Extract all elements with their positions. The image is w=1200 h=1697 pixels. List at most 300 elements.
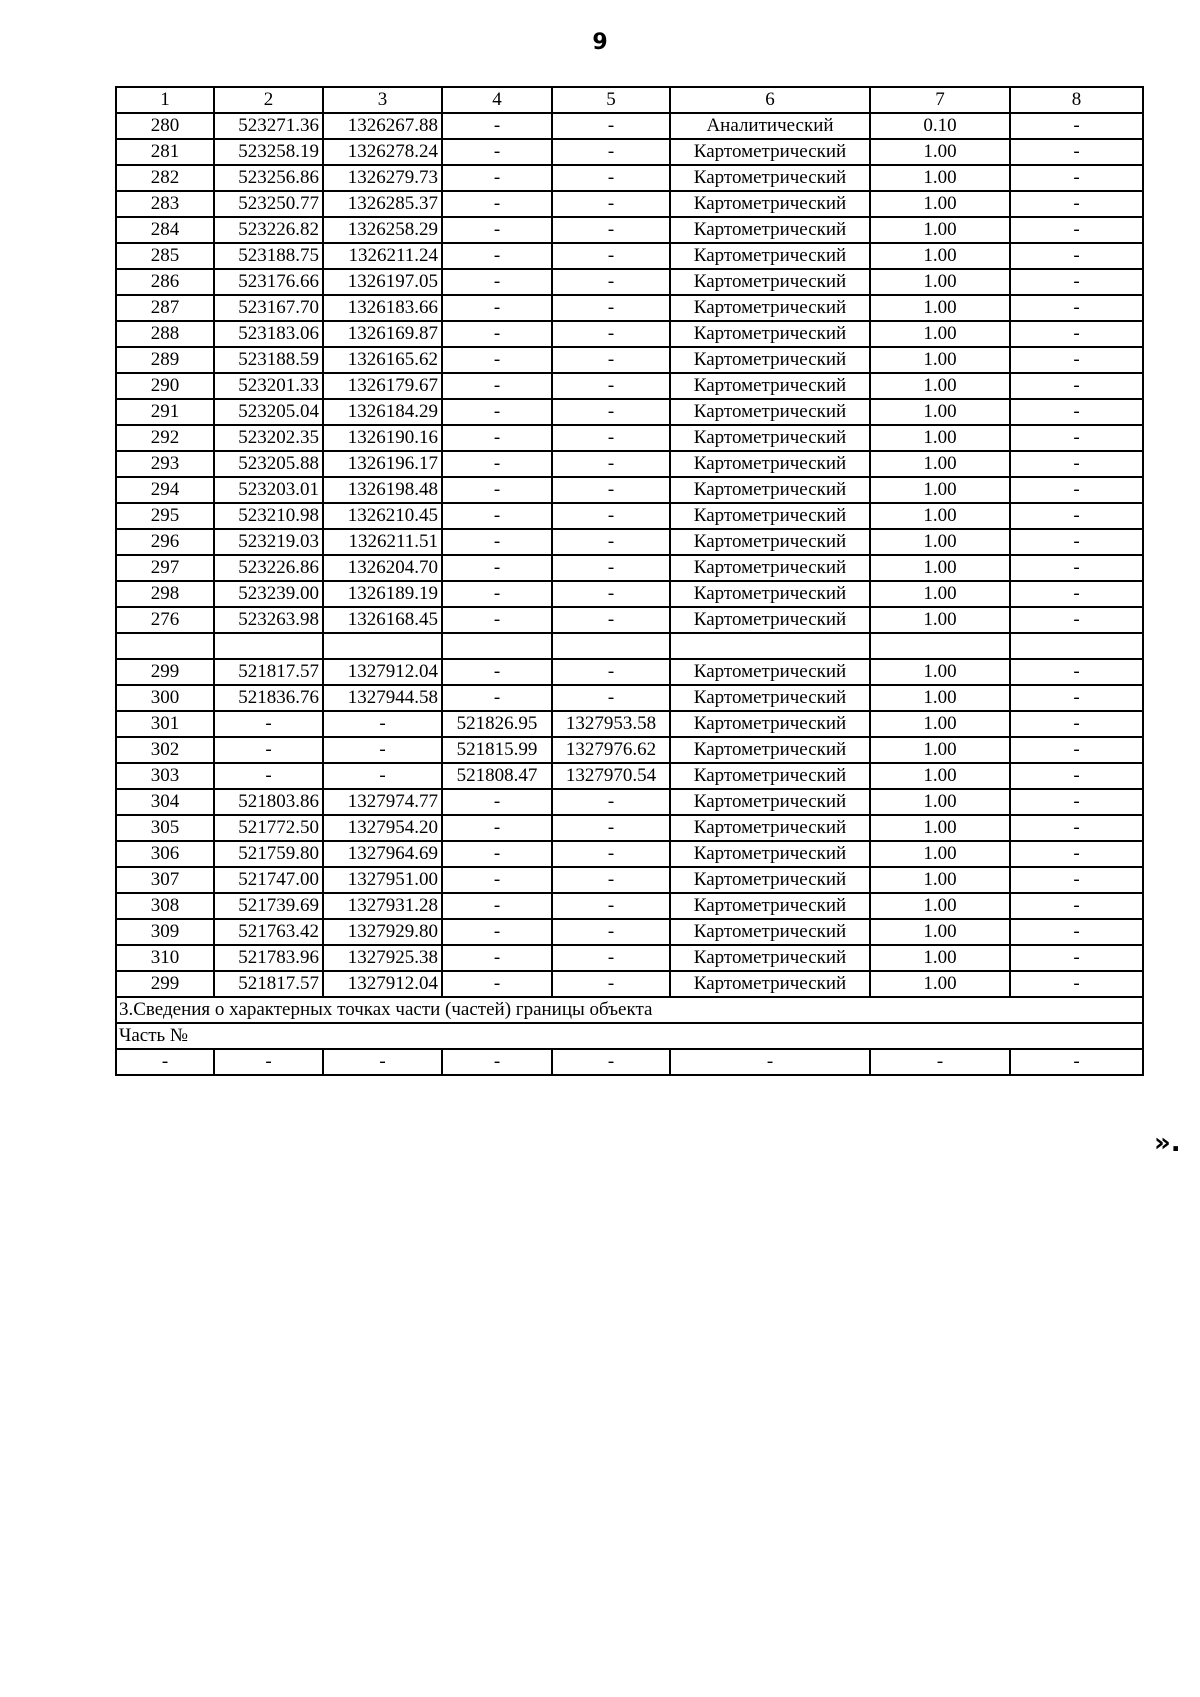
column-header: 2 <box>214 87 323 113</box>
table-cell: 521783.96 <box>214 945 323 971</box>
table-cell: Картометрический <box>670 373 870 399</box>
table-cell: Картометрический <box>670 945 870 971</box>
table-cell: - <box>552 451 670 477</box>
table-cell: - <box>552 685 670 711</box>
table-cell: 1326179.67 <box>323 373 442 399</box>
table-cell: 1326258.29 <box>323 217 442 243</box>
table-cell: 1.00 <box>870 607 1010 633</box>
table-cell: 1.00 <box>870 711 1010 737</box>
table-cell: Картометрический <box>670 191 870 217</box>
table-cell: 289 <box>116 347 214 373</box>
table-cell: 523226.82 <box>214 217 323 243</box>
table-row <box>116 685 1143 711</box>
table-cell: - <box>442 503 552 529</box>
table-row <box>116 347 1143 373</box>
table-cell: 310 <box>116 945 214 971</box>
table-cell: 0.10 <box>870 113 1010 139</box>
table-cell: 523203.01 <box>214 477 323 503</box>
table-cell <box>552 633 670 659</box>
table-cell: - <box>1010 165 1143 191</box>
table-cell: 523271.36 <box>214 113 323 139</box>
table-cell: Картометрический <box>670 269 870 295</box>
table-cell: - <box>552 425 670 451</box>
table-cell: 1326190.16 <box>323 425 442 451</box>
table-cell: - <box>442 477 552 503</box>
table-row <box>116 893 1143 919</box>
table-row <box>116 841 1143 867</box>
table-cell: Картометрический <box>670 789 870 815</box>
table-cell: 1.00 <box>870 503 1010 529</box>
table-cell: - <box>552 971 670 997</box>
table-row <box>116 763 1143 789</box>
table-cell <box>442 633 552 659</box>
table-cell: - <box>442 815 552 841</box>
table-cell: 291 <box>116 399 214 425</box>
table-cell: 521817.57 <box>214 659 323 685</box>
table-cell: 1.00 <box>870 763 1010 789</box>
table-cell: - <box>552 607 670 633</box>
table-cell: Картометрический <box>670 503 870 529</box>
table-cell: 1327953.58 <box>552 711 670 737</box>
table-cell: - <box>1010 243 1143 269</box>
table-cell: Картометрический <box>670 971 870 997</box>
table-cell: 1.00 <box>870 399 1010 425</box>
table-cell: 305 <box>116 815 214 841</box>
table-cell: - <box>442 685 552 711</box>
table-cell: 521836.76 <box>214 685 323 711</box>
table-cell: Картометрический <box>670 919 870 945</box>
table-cell: 521772.50 <box>214 815 323 841</box>
table-cell: 276 <box>116 607 214 633</box>
table-cell: 1327931.28 <box>323 893 442 919</box>
table-cell: - <box>442 607 552 633</box>
table-cell <box>670 633 870 659</box>
table-cell: Картометрический <box>670 607 870 633</box>
table-cell: 1326279.73 <box>323 165 442 191</box>
table-cell: - <box>1010 763 1143 789</box>
column-header: 4 <box>442 87 552 113</box>
table-cell: 1326210.45 <box>323 503 442 529</box>
table-cell: - <box>214 763 323 789</box>
table-cell: 523183.06 <box>214 321 323 347</box>
table-cell: - <box>1010 789 1143 815</box>
table-cell: - <box>870 1049 1010 1075</box>
table-cell: Картометрический <box>670 295 870 321</box>
table-cell: 301 <box>116 711 214 737</box>
table-cell: 523239.00 <box>214 581 323 607</box>
table-cell: - <box>442 425 552 451</box>
table-row <box>116 295 1143 321</box>
table-cell: 1326197.05 <box>323 269 442 295</box>
table-cell: 523167.70 <box>214 295 323 321</box>
table-cell: 1.00 <box>870 451 1010 477</box>
table-cell: 1.00 <box>870 139 1010 165</box>
table-cell: 1.00 <box>870 789 1010 815</box>
table-cell: - <box>442 217 552 243</box>
table-cell: 1.00 <box>870 529 1010 555</box>
table-cell: - <box>442 555 552 581</box>
table-cell: 521763.42 <box>214 919 323 945</box>
table-cell: 521817.57 <box>214 971 323 997</box>
table-cell: 523188.75 <box>214 243 323 269</box>
table-cell: 1.00 <box>870 165 1010 191</box>
table-cell: - <box>552 555 670 581</box>
table-cell: Картометрический <box>670 425 870 451</box>
table-cell: 1326285.37 <box>323 191 442 217</box>
table-cell: - <box>442 113 552 139</box>
table-cell: - <box>1010 477 1143 503</box>
table-cell: 523176.66 <box>214 269 323 295</box>
table-cell: Картометрический <box>670 243 870 269</box>
table-cell: 1326211.24 <box>323 243 442 269</box>
table-cell: 294 <box>116 477 214 503</box>
table-cell: 298 <box>116 581 214 607</box>
table-cell: 523205.04 <box>214 399 323 425</box>
table-cell: 523202.35 <box>214 425 323 451</box>
table-cell: Картометрический <box>670 737 870 763</box>
table-cell: 288 <box>116 321 214 347</box>
table-row <box>116 919 1143 945</box>
table-row <box>116 139 1143 165</box>
table-cell: 284 <box>116 217 214 243</box>
table-row <box>116 529 1143 555</box>
table-cell: - <box>552 789 670 815</box>
table-cell: - <box>442 1049 552 1075</box>
table-cell: Картометрический <box>670 165 870 191</box>
column-header: 3 <box>323 87 442 113</box>
table-cell: 521815.99 <box>442 737 552 763</box>
table-cell: Картометрический <box>670 321 870 347</box>
table-cell: - <box>116 1049 214 1075</box>
table-cell: 523205.88 <box>214 451 323 477</box>
table-cell: - <box>1010 139 1143 165</box>
table-cell: 1327944.58 <box>323 685 442 711</box>
table-cell: - <box>1010 347 1143 373</box>
table-cell: - <box>552 815 670 841</box>
table-row <box>116 321 1143 347</box>
table-cell: - <box>552 347 670 373</box>
table-cell: 1327912.04 <box>323 971 442 997</box>
part-label-row <box>116 1023 1143 1049</box>
table-row <box>116 607 1143 633</box>
table-body <box>116 113 1143 997</box>
table-cell: Картометрический <box>670 399 870 425</box>
table-cell: 1.00 <box>870 971 1010 997</box>
table-cell: - <box>323 1049 442 1075</box>
table-cell: - <box>552 399 670 425</box>
table-cell: 292 <box>116 425 214 451</box>
table-cell: - <box>552 581 670 607</box>
table-cell: 1.00 <box>870 347 1010 373</box>
table-cell: - <box>442 841 552 867</box>
table-cell: 287 <box>116 295 214 321</box>
table-cell: 299 <box>116 971 214 997</box>
table-cell: - <box>1010 295 1143 321</box>
column-header: 6 <box>670 87 870 113</box>
table-cell: 523226.86 <box>214 555 323 581</box>
table-cell: Аналитический <box>670 113 870 139</box>
table-cell: - <box>442 529 552 555</box>
table-cell: 523258.19 <box>214 139 323 165</box>
table-cell: - <box>1010 711 1143 737</box>
table-cell: 1.00 <box>870 425 1010 451</box>
table-cell: 1.00 <box>870 373 1010 399</box>
table-cell: - <box>1010 607 1143 633</box>
table-cell: 280 <box>116 113 214 139</box>
table-cell: - <box>323 711 442 737</box>
closing-quote: ». <box>1154 1128 1181 1158</box>
table-cell: - <box>1010 555 1143 581</box>
column-header: 7 <box>870 87 1010 113</box>
table-cell: - <box>1010 269 1143 295</box>
table-cell: 1326278.24 <box>323 139 442 165</box>
table-cell: 1326165.62 <box>323 347 442 373</box>
empty-part-row <box>116 1049 1143 1075</box>
table-cell: 300 <box>116 685 214 711</box>
table-cell: - <box>1010 945 1143 971</box>
table-row <box>116 789 1143 815</box>
table-cell: 523210.98 <box>214 503 323 529</box>
table-cell <box>1010 633 1143 659</box>
table-cell: 1.00 <box>870 321 1010 347</box>
table-cell: - <box>442 789 552 815</box>
table-cell: 293 <box>116 451 214 477</box>
table-cell: - <box>442 191 552 217</box>
table-cell: 1.00 <box>870 269 1010 295</box>
page-number: 9 <box>592 30 608 55</box>
table-cell: 296 <box>116 529 214 555</box>
table-row <box>116 477 1143 503</box>
table-cell: 1326196.17 <box>323 451 442 477</box>
table-cell: Картометрический <box>670 659 870 685</box>
table-row <box>116 659 1143 685</box>
table-cell: - <box>442 269 552 295</box>
table-row <box>116 373 1143 399</box>
table-row <box>116 113 1143 139</box>
table-cell: 1327964.69 <box>323 841 442 867</box>
table-cell: 1327912.04 <box>323 659 442 685</box>
table-cell: - <box>1010 113 1143 139</box>
table-cell: Картометрический <box>670 529 870 555</box>
table-cell: - <box>1010 217 1143 243</box>
table-cell: - <box>442 399 552 425</box>
table-cell: Картометрический <box>670 217 870 243</box>
table-cell: - <box>1010 451 1143 477</box>
table-cell: 1.00 <box>870 815 1010 841</box>
table-cell: 1327929.80 <box>323 919 442 945</box>
table-cell: Картометрический <box>670 347 870 373</box>
table-cell: 299 <box>116 659 214 685</box>
table-cell: 286 <box>116 269 214 295</box>
table-header-row <box>116 87 1143 113</box>
table-cell: 1326204.70 <box>323 555 442 581</box>
table-cell: 521808.47 <box>442 763 552 789</box>
table-row <box>116 269 1143 295</box>
table-cell: 1.00 <box>870 477 1010 503</box>
table-row <box>116 451 1143 477</box>
table-cell: 1327974.77 <box>323 789 442 815</box>
table-cell: 521739.69 <box>214 893 323 919</box>
table-cell: - <box>552 165 670 191</box>
table-cell: - <box>1010 191 1143 217</box>
table-cell: - <box>442 347 552 373</box>
table-cell: 1326168.45 <box>323 607 442 633</box>
column-header: 5 <box>552 87 670 113</box>
table-cell: 523250.77 <box>214 191 323 217</box>
table-cell: 523263.98 <box>214 607 323 633</box>
table-cell <box>116 633 214 659</box>
table-cell: 1.00 <box>870 867 1010 893</box>
table-cell: 1326189.19 <box>323 581 442 607</box>
table-cell: 1.00 <box>870 191 1010 217</box>
table-cell: Картометрический <box>670 685 870 711</box>
table-cell: 281 <box>116 139 214 165</box>
table-cell: 1327954.20 <box>323 815 442 841</box>
table-row <box>116 555 1143 581</box>
table-cell: - <box>552 373 670 399</box>
table-row <box>116 711 1143 737</box>
table-cell: - <box>442 971 552 997</box>
table-cell: - <box>552 191 670 217</box>
table-row <box>116 581 1143 607</box>
table-cell: - <box>442 945 552 971</box>
table-cell: - <box>670 1049 870 1075</box>
table-cell: 1.00 <box>870 737 1010 763</box>
table-cell: Картометрический <box>670 139 870 165</box>
table-cell: 309 <box>116 919 214 945</box>
table-cell: 1.00 <box>870 295 1010 321</box>
table-cell: Картометрический <box>670 451 870 477</box>
table-cell: - <box>552 269 670 295</box>
table-cell: - <box>1010 373 1143 399</box>
table-cell: - <box>442 867 552 893</box>
table-cell: 1327925.38 <box>323 945 442 971</box>
table-cell: - <box>323 763 442 789</box>
table-row <box>116 217 1143 243</box>
table-cell: - <box>552 295 670 321</box>
table-cell: 306 <box>116 841 214 867</box>
table-cell: - <box>552 321 670 347</box>
table-cell: Картометрический <box>670 555 870 581</box>
table-cell: 1326184.29 <box>323 399 442 425</box>
table-cell: - <box>552 139 670 165</box>
table-cell: - <box>552 841 670 867</box>
table-cell: - <box>1010 841 1143 867</box>
table-cell: - <box>442 373 552 399</box>
table-cell: - <box>1010 399 1143 425</box>
table-cell: - <box>552 1049 670 1075</box>
table-row <box>116 191 1143 217</box>
table-cell: 1327976.62 <box>552 737 670 763</box>
table-cell <box>214 633 323 659</box>
table-cell: 1327951.00 <box>323 867 442 893</box>
table-cell: - <box>1010 867 1143 893</box>
table-cell: 304 <box>116 789 214 815</box>
table-cell: 1.00 <box>870 893 1010 919</box>
table-cell: - <box>442 451 552 477</box>
table-cell: 1327970.54 <box>552 763 670 789</box>
table-cell: 521759.80 <box>214 841 323 867</box>
table-cell: - <box>1010 1049 1143 1075</box>
table-cell: - <box>552 477 670 503</box>
table-cell: 290 <box>116 373 214 399</box>
table-cell: Картометрический <box>670 581 870 607</box>
table-cell: - <box>1010 321 1143 347</box>
table-cell: Картометрический <box>670 867 870 893</box>
coordinates-table <box>115 86 1144 1076</box>
table-cell: 282 <box>116 165 214 191</box>
table-cell: 1326211.51 <box>323 529 442 555</box>
table-cell: 521826.95 <box>442 711 552 737</box>
table-cell: 1.00 <box>870 919 1010 945</box>
table-cell <box>870 633 1010 659</box>
table-cell: - <box>1010 737 1143 763</box>
table-cell: Картометрический <box>670 711 870 737</box>
table-cell: 285 <box>116 243 214 269</box>
table-cell: 1.00 <box>870 217 1010 243</box>
table-row <box>116 243 1143 269</box>
table-cell: - <box>442 893 552 919</box>
table-row <box>116 867 1143 893</box>
table-row <box>116 633 1143 659</box>
table-cell: 1.00 <box>870 555 1010 581</box>
table-cell: Картометрический <box>670 763 870 789</box>
table-cell: 521747.00 <box>214 867 323 893</box>
section-title-row <box>116 997 1143 1023</box>
table-cell: - <box>442 139 552 165</box>
table-cell: Картометрический <box>670 477 870 503</box>
table-cell: 307 <box>116 867 214 893</box>
table-cell: 523219.03 <box>214 529 323 555</box>
table-cell: - <box>1010 581 1143 607</box>
table-row <box>116 165 1143 191</box>
table-cell: Картометрический <box>670 893 870 919</box>
table-cell: 1.00 <box>870 841 1010 867</box>
table-cell: 1.00 <box>870 243 1010 269</box>
table-cell: 1.00 <box>870 581 1010 607</box>
table-row <box>116 971 1143 997</box>
table-cell: - <box>442 165 552 191</box>
table-cell: 283 <box>116 191 214 217</box>
table-cell: 523256.86 <box>214 165 323 191</box>
table-cell: 1326169.87 <box>323 321 442 347</box>
table-cell <box>323 633 442 659</box>
table-cell: - <box>214 737 323 763</box>
table-cell: 1326267.88 <box>323 113 442 139</box>
section-title: 3.Сведения о характерных точках части (частей) границы объекта <box>116 997 1143 1023</box>
table-row <box>116 945 1143 971</box>
table-cell: 1.00 <box>870 659 1010 685</box>
table-cell: - <box>552 529 670 555</box>
table-row <box>116 425 1143 451</box>
column-header: 8 <box>1010 87 1143 113</box>
table-cell: - <box>1010 529 1143 555</box>
table-cell: - <box>552 113 670 139</box>
table-cell: - <box>442 659 552 685</box>
table-cell: - <box>1010 815 1143 841</box>
table-cell: - <box>1010 425 1143 451</box>
table-cell: - <box>214 1049 323 1075</box>
table-cell: - <box>552 243 670 269</box>
table-cell: - <box>442 243 552 269</box>
table-cell: 295 <box>116 503 214 529</box>
table-cell: - <box>1010 659 1143 685</box>
table-cell: - <box>1010 893 1143 919</box>
table-cell: - <box>442 295 552 321</box>
table-cell: - <box>214 711 323 737</box>
table-row <box>116 815 1143 841</box>
table-cell: - <box>1010 919 1143 945</box>
